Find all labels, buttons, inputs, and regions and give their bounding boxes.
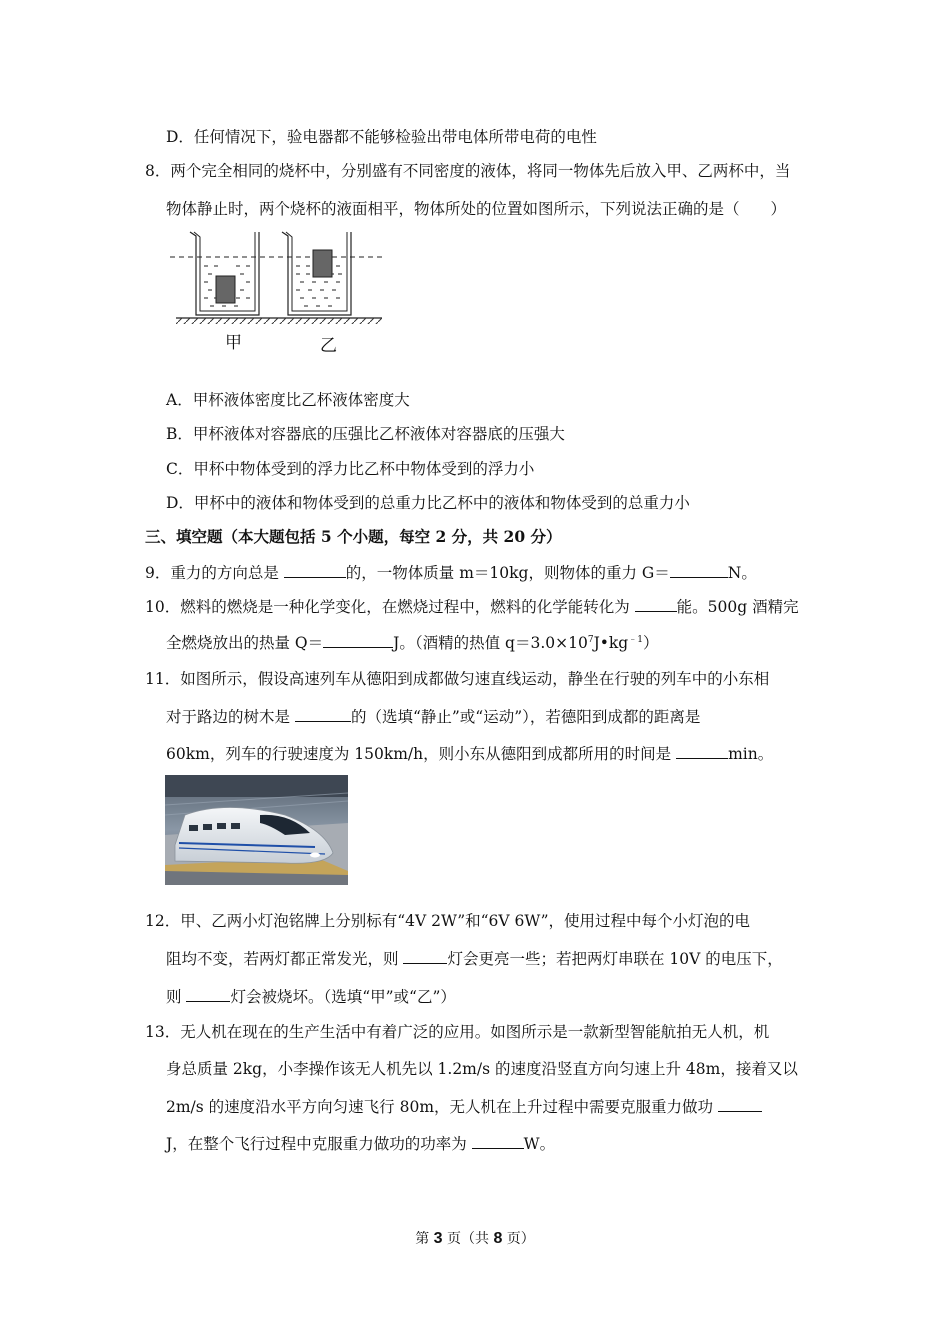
beaker-jia (190, 232, 259, 315)
q9-blank-2[interactable] (670, 561, 728, 578)
q12-line2 (166, 947, 783, 970)
q10-blank-2[interactable] (323, 631, 393, 648)
object-in-yi (313, 250, 332, 277)
q11-line3 (166, 742, 773, 765)
q9-part1: 9．重力的方向总是 (145, 564, 284, 582)
section-3-title: 三、填空题（本大题包括 5 个小题，每空 2 分，共 20 分） (145, 527, 562, 546)
q13-blank-2[interactable] (472, 1132, 524, 1149)
q8-stem-line1: 8．两个完全相同的烧杯中，分别盛有不同密度的液体，将同一物体先后放入甲、乙两杯中，当 (145, 162, 791, 180)
q10-part6: ） (642, 634, 659, 652)
q11-blank-2[interactable] (676, 742, 728, 759)
q10-part3: 全燃烧放出的热量 Q＝ (166, 634, 324, 652)
high-speed-train-image (165, 775, 348, 885)
q12-blank-1[interactable] (403, 947, 447, 964)
q7-option-d: D．任何情况下，验电器都不能够检验出带电体所带电荷的电性 (166, 128, 597, 146)
q13-blank-1[interactable] (718, 1095, 762, 1112)
q10-part5: J•kg (593, 634, 629, 652)
q11-part2: 的（选填“静止”或“运动”），若德阳到成都的距离是 (350, 708, 701, 726)
q10-line1 (145, 595, 799, 618)
q11-blank-1[interactable] (295, 705, 351, 722)
q13-line2: 身总质量 2kg，小李操作该无人机先以 1.2m/s 的速度沿竖直方向匀速上升 48m，接着又以 (166, 1060, 798, 1078)
q8-option-b: B．甲杯液体对容器底的压强比乙杯液体对容器底的压强大 (166, 425, 565, 443)
q12-line3 (166, 985, 456, 1008)
q11-part1: 对于路边的树木是 (166, 708, 295, 726)
q10-part2: 能。500g 酒精完 (676, 598, 799, 616)
footer-prefix: 第 (415, 1231, 434, 1247)
q13-line3 (166, 1095, 762, 1118)
beaker-yi (282, 232, 351, 315)
q12-blank-2[interactable] (186, 985, 230, 1002)
footer-middle: 页（共 (442, 1231, 494, 1247)
q9 (145, 561, 757, 584)
q10-sup2: ﹣1 (628, 634, 643, 645)
q9-part2: 的，一物体质量 m＝10kg，则物体的重力 G＝ (345, 564, 670, 582)
q13-line1: 13．无人机在现在的生产生活中有着广泛的应用。如图所示是一款新型智能航拍无人机，机 (145, 1023, 770, 1041)
q11-line1: 11．如图所示，假设高速列车从德阳到成都做匀速直线运动，静坐在行驶的列车中的小东相 (145, 670, 770, 688)
q9-part3: N。 (727, 564, 757, 582)
q12-part2: 灯会更亮一些；若把两灯串联在 10V 的电压下， (447, 950, 783, 968)
q8-option-a: A．甲杯液体密度比乙杯液体密度大 (166, 391, 410, 409)
q8-stem-line2: 物体静止时，两个烧杯的液面相平，物体所处的位置如图所示，下列说法正确的是（ ） (166, 200, 787, 218)
page-footer (0, 1228, 950, 1248)
q8-option-c: C．甲杯中物体受到的浮力比乙杯中物体受到的浮力小 (166, 460, 535, 478)
q13-line4 (166, 1132, 555, 1155)
q10-part4: J。（酒精的热值 q＝3.0×10 (393, 634, 588, 652)
footer-suffix: 页） (502, 1231, 535, 1247)
q11-line2 (166, 705, 700, 728)
label-yi: 乙 (320, 336, 337, 356)
q13-part3: W。 (523, 1135, 556, 1153)
q12-part3: 则 (166, 988, 187, 1006)
object-in-jia (216, 276, 235, 303)
label-jia: 甲 (225, 333, 242, 353)
q13-part1: 2m/s 的速度沿水平方向匀速飞行 80m，无人机在上升过程中需要克服重力做功 (166, 1098, 718, 1116)
beakers-figure (170, 226, 385, 360)
footer-total-pages: 8 (493, 1230, 503, 1247)
q11-part4: min。 (728, 745, 774, 763)
q9-blank-1[interactable] (284, 561, 346, 578)
q13-part2: J，在整个飞行过程中克服重力做功的功率为 (166, 1135, 472, 1153)
q8-option-d: D．甲杯中的液体和物体受到的总重力比乙杯中的液体和物体受到的总重力小 (166, 494, 690, 512)
q10-line2 (166, 631, 658, 654)
q10-blank-1[interactable] (635, 595, 677, 612)
footer-page-number: 3 (433, 1230, 443, 1247)
q12-line1: 12．甲、乙两小灯泡铭牌上分别标有“4V 2W”和“6V 6W”，使用过程中每个小灯泡的电 (145, 912, 751, 930)
q10-sup1: 7 (587, 634, 594, 645)
q10-part1: 10．燃料的燃烧是一种化学变化，在燃烧过程中，燃料的化学能转化为 (145, 598, 635, 616)
q11-part3: 60km，列车的行驶速度为 150km/h，则小东从德阳到成都所用的时间是 (166, 745, 677, 763)
q12-part4: 灯会被烧坏。（选填“甲”或“乙”） (230, 988, 456, 1006)
q12-part1: 阻均不变，若两灯都正常发光，则 (166, 950, 404, 968)
